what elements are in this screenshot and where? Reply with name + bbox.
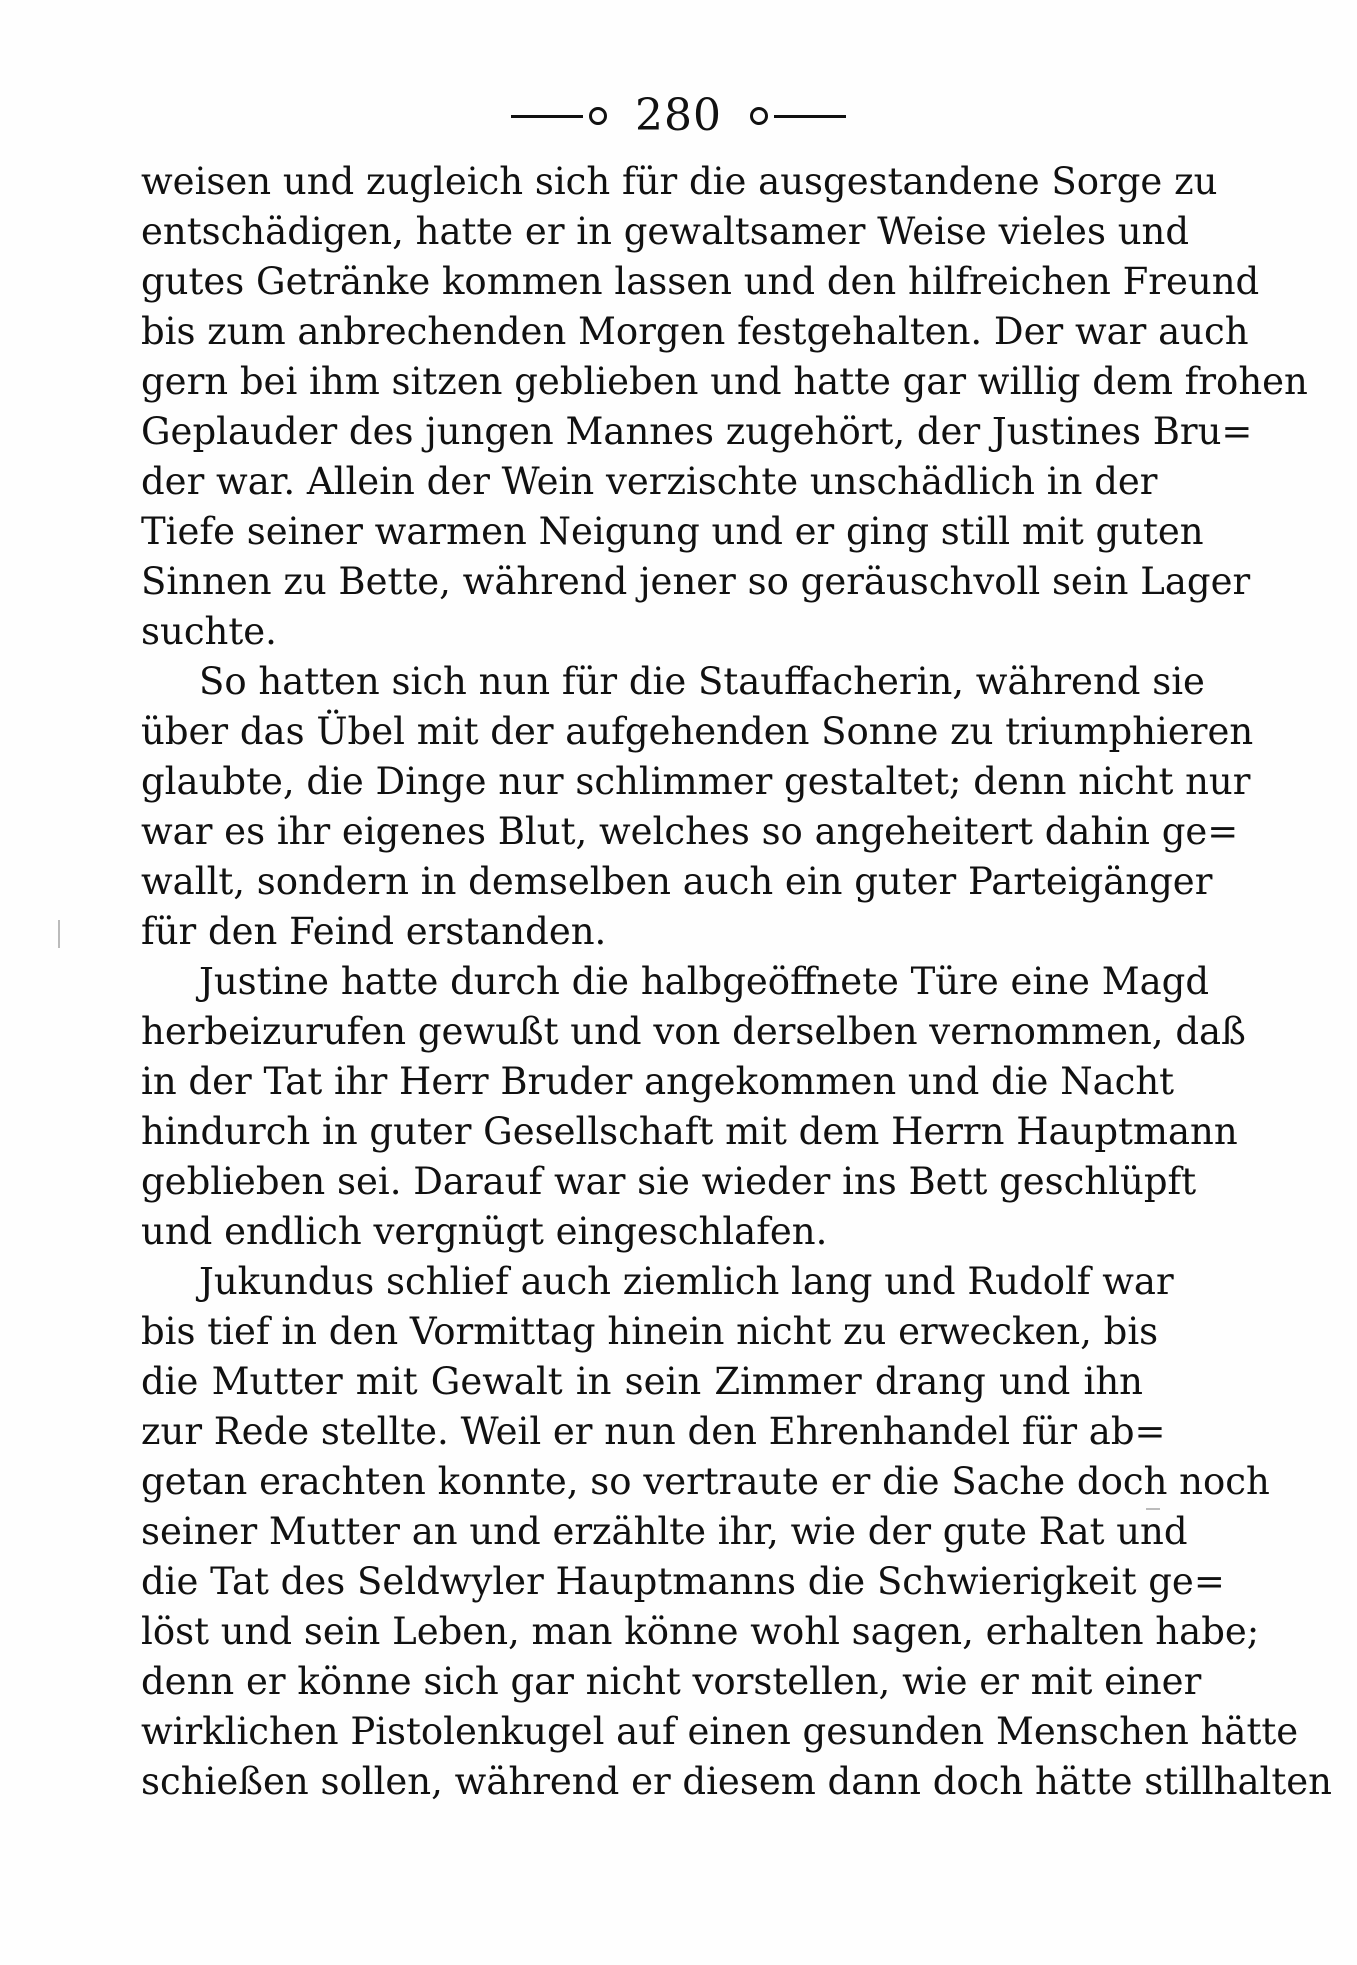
text-line: geblieben sei. Darauf war sie wieder ins Bett geschlüpft: [141, 1160, 1197, 1203]
paragraph-4: [141, 1257, 1332, 1807]
text-line: für den Feind erstanden.: [141, 910, 607, 953]
text-line: der war. Allein der Wein verzischte unschädlich in der: [141, 460, 1158, 503]
text-line: So hatten sich nun für die Stauffacherin, während sie: [199, 660, 1205, 703]
text-line: und endlich vergnügt eingeschlafen.: [141, 1210, 828, 1253]
text-line: glaubte, die Dinge nur schlimmer gestaltet; denn nicht nur: [141, 760, 1251, 803]
text-line: Sinnen zu Bette, während jener so geräuschvoll sein Lager: [141, 560, 1251, 603]
page-number: 280: [635, 90, 722, 141]
text-line: über das Übel mit der aufgehenden Sonne zu triumphieren: [141, 710, 1254, 753]
text-line: suchte.: [141, 610, 277, 653]
text-line: gutes Getränke kommen lassen und den hilfreichen Freund: [141, 260, 1260, 303]
text-line: bis zum anbrechenden Morgen festgehalten. Der war auch: [141, 310, 1249, 353]
text-line: denn er könne sich gar nicht vorstellen, wie er mit einer: [141, 1660, 1202, 1703]
header-left-rule: [511, 115, 583, 118]
text-line: die Tat des Seldwyler Hauptmanns die Schwierigkeit ge=: [141, 1560, 1225, 1603]
text-line: löst und sein Leben, man könne wohl sagen, erhalten habe;: [141, 1610, 1260, 1653]
text-line: bis tief in den Vormittag hinein nicht zu erwecken, bis: [141, 1310, 1159, 1353]
text-line: seiner Mutter an und erzählte ihr, wie der gute Rat und: [141, 1510, 1188, 1553]
header-left-ornament-icon: [589, 107, 607, 125]
text-line: in der Tat ihr Herr Bruder angekommen und die Nacht: [141, 1060, 1175, 1103]
header-right-ornament-icon: [750, 107, 768, 125]
text-line: die Mutter mit Gewalt in sein Zimmer drang und ihn: [141, 1360, 1143, 1403]
text-line: wirklichen Pistolenkugel auf einen gesunden Menschen hätte: [141, 1710, 1299, 1753]
text-line: schießen sollen, während er diesem dann doch hätte stillhalten: [141, 1760, 1332, 1803]
text-line: getan erachten konnte, so vertraute er die Sache doch noch: [141, 1460, 1270, 1503]
header-right-rule: [774, 115, 846, 118]
text-line: hindurch in guter Gesellschaft mit dem Herrn Hauptmann: [141, 1110, 1238, 1153]
page-header: [0, 88, 1357, 144]
paragraph-2: [141, 657, 1254, 957]
text-line: entschädigen, hatte er in gewaltsamer Weise vieles und: [141, 210, 1190, 253]
text-line: wallt, sondern in demselben auch ein guter Parteigänger: [141, 860, 1213, 903]
text-line: Geplauder des jungen Mannes zugehört, der Justines Bru=: [141, 410, 1253, 453]
text-line: weisen und zugleich sich für die ausgestandene Sorge zu: [141, 160, 1218, 203]
paragraph-3: [141, 957, 1246, 1257]
body-text: [141, 157, 1332, 1807]
text-line: zur Rede stellte. Weil er nun den Ehrenhandel für ab=: [141, 1410, 1166, 1453]
text-line: war es ihr eigenes Blut, welches so angeheitert dahin ge=: [141, 810, 1239, 853]
text-line: Tiefe seiner warmen Neigung und er ging still mit guten: [141, 510, 1204, 553]
text-line: herbeizurufen gewußt und von derselben vernommen, daß: [141, 1010, 1246, 1053]
scan-margin-mark: [58, 920, 60, 948]
text-line: Justine hatte durch die halbgeöffnete Türe eine Magd: [199, 960, 1210, 1003]
text-line: Jukundus schlief auch ziemlich lang und Rudolf war: [199, 1260, 1174, 1303]
text-line: gern bei ihm sitzen geblieben und hatte gar willig dem frohen: [141, 360, 1308, 403]
paragraph-1: [141, 157, 1308, 657]
scan-margin-mark: [1146, 1508, 1160, 1510]
